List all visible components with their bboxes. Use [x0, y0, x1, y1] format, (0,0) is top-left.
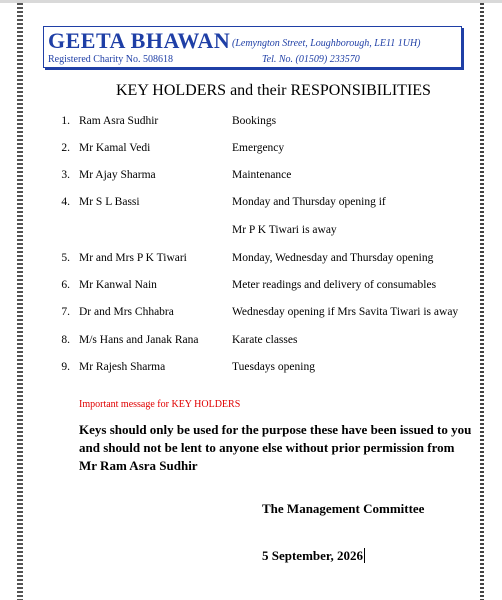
item-number: 3.	[61, 169, 70, 181]
text-cursor	[364, 548, 365, 563]
key-holder-name: Ram Asra Sudhir	[79, 115, 159, 127]
list-item[interactable]	[0, 169, 480, 185]
responsibility: Meter readings and delivery of consumables	[232, 279, 437, 291]
list-item[interactable]	[0, 306, 480, 322]
page-border-right	[480, 3, 484, 600]
responsibility: Maintenance	[232, 169, 292, 181]
list-item[interactable]	[0, 279, 480, 295]
charity-number: Registered Charity No. 508618	[48, 54, 173, 65]
responsibility: Mr P K Tiwari is away	[232, 224, 337, 236]
key-holder-name: Mr and Mrs P K Tiwari	[79, 252, 187, 264]
document-date[interactable]	[262, 548, 365, 564]
responsibility: Bookings	[232, 115, 277, 127]
list-item[interactable]	[0, 196, 480, 212]
item-number: 5.	[61, 252, 70, 264]
page-border-left	[17, 3, 23, 600]
key-holder-name: M/s Hans and Janak Rana	[79, 334, 199, 346]
page-title[interactable]: KEY HOLDERS and their RESPONSIBILITIES	[116, 82, 431, 99]
list-item[interactable]	[0, 115, 480, 131]
responsibility: Monday, Wednesday and Thursday opening	[232, 252, 434, 264]
organisation-name: GEETA BHAWAN	[48, 28, 231, 53]
responsibility: Tuesdays opening	[232, 361, 315, 373]
list-item[interactable]	[0, 334, 480, 350]
list-item[interactable]	[0, 142, 480, 158]
signature-line[interactable]: The Management Committee	[262, 501, 425, 516]
item-number: 7.	[61, 306, 70, 318]
list-item[interactable]	[0, 361, 480, 377]
organisation-address: (Lemyngton Street, Loughborough, LE11 1UH)	[232, 38, 421, 49]
important-message-label[interactable]: Important message for KEY HOLDERS	[79, 399, 241, 410]
list-item[interactable]	[0, 224, 480, 240]
key-holder-name: Mr S L Bassi	[79, 196, 140, 208]
key-holder-name: Mr Rajesh Sharma	[79, 361, 166, 373]
date-text: 5 September, 2026	[262, 548, 363, 563]
responsibility: Monday and Thursday opening if	[232, 196, 386, 208]
item-number: 4.	[61, 196, 70, 208]
key-holder-name: Mr Ajay Sharma	[79, 169, 156, 181]
responsibility: Emergency	[232, 142, 285, 154]
item-number: 1.	[61, 115, 70, 127]
notice-paragraph[interactable]: Keys should only be used for the purpose these have been issued to you and should not be lent to anyone else without prior permission from Mr Ram Asra Sudhir	[79, 422, 472, 473]
telephone-number: Tel. No. (01509) 233570	[262, 54, 360, 65]
top-rule	[0, 0, 502, 3]
item-number: 2.	[61, 142, 70, 154]
key-holder-name: Dr and Mrs Chhabra	[79, 306, 174, 318]
key-holder-name: Mr Kamal Vedi	[79, 142, 151, 154]
responsibility: Karate classes	[232, 334, 298, 346]
item-number: 6.	[61, 279, 70, 291]
responsibility: Wednesday opening if Mrs Savita Tiwari is away	[232, 306, 459, 318]
key-holder-name: Mr Kanwal Nain	[79, 279, 157, 291]
item-number: 8.	[61, 334, 70, 346]
letterhead	[43, 26, 462, 68]
item-number: 9.	[61, 361, 70, 373]
list-item[interactable]	[0, 252, 480, 268]
